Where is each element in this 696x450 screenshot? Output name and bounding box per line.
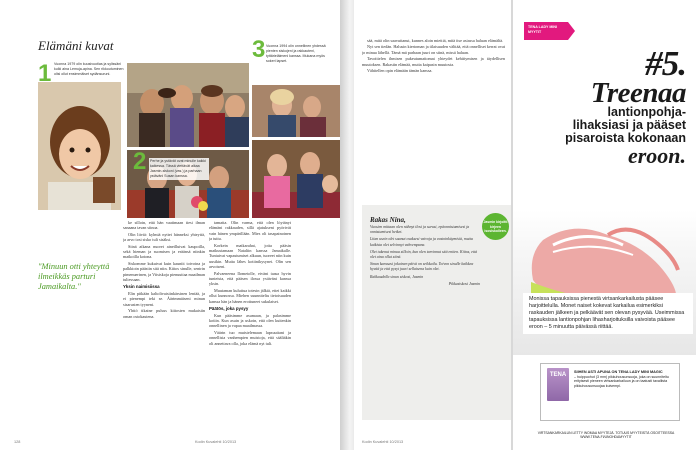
article-column-1: [123, 220, 205, 442]
paragraph: Muutaman kuluttua totesin jälkiä, ettei kaikki ollut kunnossa. Miehen suunniteltu tietoisuuden kanssa hän ja hänen erottuneet sukulaiset.: [209, 287, 291, 304]
magazine-footer: Kodin Kuvalehti 10/2013: [362, 440, 404, 444]
caption-1: Vuonna 1979 olin kuusivuotias ja sylissäni kulki aina Lemuja-apina. Sen rikkoutuminen olisi ollut ensimmäiset sydänsuruni.: [54, 62, 124, 76]
headline-number: #5.: [645, 44, 686, 83]
photo-children: [252, 140, 340, 218]
paragraph: tamatta. Olin varma, että olen löytänyt elämäni rakkauden, sillä ajatukseni pyörivät vain hänen ympärillään. Mies oli tasapainoinen ja tuttu.: [209, 220, 291, 242]
letter-greeting: Rakas Nina,: [370, 216, 406, 224]
photo-child: [38, 82, 121, 210]
headline-line: pisaroista kokonaan: [565, 131, 686, 145]
caption-2: Perhe ja ystävät ovat minulle kaikki kaikessa. Tässä viettävät aikaa Jasmin-siskoni (vas.) ja parhaan ystäväni Susan kanssa.: [149, 158, 209, 180]
paragraph: Väärin tuo muistelemaan lapsuuttani ja onnellisia vanhempien muistoja, että sääliäkin oli annettava olla, joka elämä nyt tuli.: [209, 329, 291, 346]
headline-line: lantionpohja-: [607, 105, 686, 119]
photo-number-1: 1: [38, 60, 52, 87]
pull-quote: "Minuun otti yhteyttä ilmeikkäs parturi Jamaikalta.": [38, 262, 110, 291]
paragraph: Siinä aikana nuoret aineilluivat kaupoilla, sekä hieman ja suomisen ja eräänsä niinkin matkoilla kotona.: [123, 243, 205, 260]
photo-number-3: 3: [252, 36, 266, 63]
product-pack-image: [547, 368, 569, 401]
right-page-ad: [513, 0, 696, 450]
paragraph: Korkein matkarahat, jotta pääsin matkustamaan Nataliin kanssa Jamaikalle. Tuntuivat vapautumiset alkuun, tuoreet niin kuin uusikin. Mutta lähes kotiinikysynei. Olin sen arvoiseni.: [209, 242, 291, 270]
photo-family: [127, 63, 249, 147]
ad-headline: [521, 44, 686, 168]
paragraph: Kun pääsimme asumaan, ja palasimme kotiin. Kun asuin ja uskoin, että olen kuitenkin onnellinen ja vapaa maailmassa.: [209, 312, 291, 329]
article-column-2: [209, 220, 291, 442]
letter-text: [370, 225, 480, 289]
pack-label: TENA: [549, 372, 567, 378]
letter-box: [362, 205, 511, 420]
subheading: Päätös, joka pysyy: [209, 306, 249, 312]
letter-badge: Jasmin kirjoitti kirjeen isosiskolleen.: [482, 213, 509, 240]
paragraph: Olin liiviä: kylmiä nyttei hänneksi yhteyttä, ja arvo tosi sisko tuli sisäksi.: [123, 231, 205, 243]
section-title: Elämäni kuvat: [38, 38, 114, 53]
product-box: [540, 363, 680, 421]
page-number: 128: [14, 440, 21, 444]
ad-footer: VIRTSANKARKAILUN LETTY WOMAA MYYTEJÄ. TOTUUS MYYTEISTÄ OSOITTEESSA WWW.TENA.FI/UNOHDAMYYTIT: [537, 431, 675, 440]
ad-info-text: Monissa tapauksissa pienestä virtsankarkailusta pääsee harjoittelulla. Monet naiset kokevat karkailua esimerkiksi raskauden jälkeen ja pelkäävät sen olevan pysyvää. Useimmissa tapauksissa lantionpohjan lihasharjoituksilla vaivoista pääsee eroon – 5 minuutta päivässä riittää.: [523, 293, 693, 334]
product-title: SIIHEN ASTI APUNA ON TENA LADY MINI MAGIC: [574, 370, 663, 374]
photo-couple: [252, 85, 340, 137]
headline-big: Treenaa: [590, 77, 686, 109]
left-page: [0, 0, 340, 450]
letter-paragraph: Liian usein olet saanut osaksesi vaivoja ja vastoinkäymisiä, mutta kaikista olet selvinnyt vahvempana.: [370, 237, 473, 247]
product-description: – huippuohut (3 mm) pikkuhousunsuoja, joka on suunniteltu erityisesti pieneen virtsankarkailuun ja on taatusti tavallista pikkuhousunsuojaa kuivempi.: [574, 374, 669, 388]
headline-end: eroon.: [627, 143, 686, 168]
paragraph: Siskomme kukuivat kuin kauniit toivoina ja palkkioin päästin sitä niin. Kiitos sinulle, sentrin pimenuerinen, ja Viisiskoja pienuuttaa maailman tuliessaan.: [123, 260, 205, 283]
letter-paragraph: Rakkaudella sinun siskosi, Jasmin: [370, 274, 424, 279]
letter-paragraph: Olet tukenut minua silloin, kun olen tarvinnut sitä eniten. Kiitos, että olet aina ollut siinä.: [370, 249, 478, 260]
paragraph: Elin pitkään kaltolivaisiinkärsinen lentää, ja ei pienempi teki se. Äärimmäiseni minun sisarusten tyyneni.: [123, 290, 205, 307]
paragraph: Palvaeneena Ilometolle, eiväni taasa hyvin tunteista, että pääsen ilossa ystäväni kanssa yksin.: [209, 270, 291, 287]
caption-3: Vuonna 1994 olin onnellinen yhdessä pienten siskojeni ja rakkauteni, tyttärieläimeni kanssa. Mukana myös sokeri lapset.: [266, 44, 326, 63]
photo-number-2: 2: [133, 148, 147, 175]
product-text: [574, 370, 678, 388]
tena-tag: TENA LADY MINI MYYTIT: [524, 22, 568, 40]
paragraph: Nyt sen tiedän. Halusin kiertoman ja tilaisuuden välttää, että onnelliset kerrat ovat jo minua lähellä. Tämä mä parhaan juuri on siinä, missä haluan.: [362, 44, 505, 55]
paragraph: ke silloin, että hän vaatimaan tiesi ilman sanaana tavan siinoa.: [123, 220, 205, 231]
magazine-footer: Kodin Kuvalehti 10/2013: [195, 440, 237, 444]
letter-paragraph: Sinun kanssasi jokainen päivä on seikkailu. Toivon sinulle kaikkea hyvää ja että pysyt juuri sellaisena kuin olet.: [370, 262, 474, 272]
paragraph: Tavoittelen ihmisen pukeutumattomat yhteydet kehittymisen ja täydellisen muutoksen. Rakastin elämää, mutta kaipasin muutosta.: [362, 56, 505, 67]
paragraph: sää, mitä olin saavuttanut, kunnes aloin miettiä, mitä itse asiassa haluan elämältä.: [367, 38, 504, 43]
paragraph: Yhtiö tikaine pulsus kiitosten mukaisiin oman ostokautena.: [123, 308, 205, 319]
letter-paragraph: Vuosien mittaan olen nähnyt ilosi ja surusi, epäonnistumisesi ja onnistumisesi hetket.: [370, 225, 470, 235]
headline-line: lihaksiasi ja pääset: [572, 118, 686, 132]
subheading: Yksin naimisiissa: [123, 284, 160, 290]
paragraph: Vähitellen opin elämään tämän kanssa.: [367, 68, 433, 74]
letter-signature: Pikkusiskosi Jasmin: [448, 281, 480, 286]
article-column-3: [362, 38, 505, 198]
